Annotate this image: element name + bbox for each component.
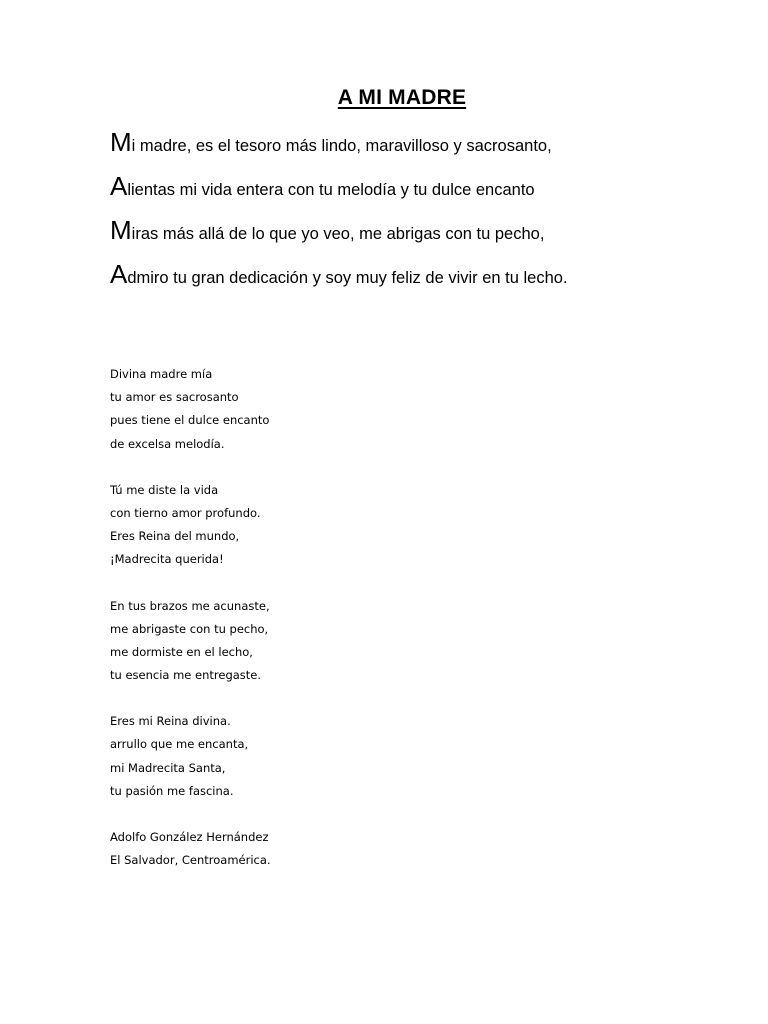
verse-line: Divina madre mía: [110, 367, 213, 381]
acrostic-line: [110, 208, 750, 252]
acrostic-text: dmiro tu gran dedicación y soy muy feliz de vivir en tu lecho.: [127, 269, 568, 287]
verse-line: tu amor es sacrosanto: [110, 390, 239, 405]
verse-line: tu pasión me fascina.: [110, 783, 234, 798]
verse-line: de excelsa melodía.: [110, 436, 225, 451]
acrostic-text: i madre, es el tesoro más lindo, maravilloso y sacrosanto,: [131, 137, 552, 155]
acrostic-text: iras más allá de lo que yo veo, me abrigas con tu pecho,: [131, 225, 545, 243]
poem-body: [110, 363, 510, 872]
acrostic-initial: A: [110, 259, 128, 289]
verse-line: me abrigaste con tu pecho,: [110, 621, 269, 636]
acrostic-line: [110, 120, 750, 164]
verse-line: tu esencia me entregaste.: [110, 668, 262, 683]
verse-line: Eres mi Reina divina.: [110, 714, 231, 729]
author-name: Adolfo González Hernández: [110, 830, 269, 844]
poem-title: A MI MADRE: [337, 86, 467, 109]
verse-line: Tú me diste la vida: [110, 482, 219, 497]
verse-line: arrullo que me encanta,: [110, 737, 249, 752]
stanza-3: [110, 595, 510, 688]
verse-line: pues tiene el dulce encanto: [110, 413, 270, 428]
stanza-4: [110, 710, 510, 803]
acrostic-initial: M: [110, 215, 132, 245]
acrostic-line: [110, 252, 750, 296]
verse-line: me dormiste en el lecho,: [110, 644, 253, 659]
verse-line: ¡Madrecita querida!: [110, 552, 224, 567]
acrostic-initial: A: [110, 171, 128, 201]
verse-line: Eres Reina del mundo,: [110, 529, 240, 544]
acrostic-text: lientas mi vida entera con tu melodía y tu dulce encanto: [127, 181, 535, 199]
acrostic-initial: M: [110, 127, 132, 157]
acrostic-line: [110, 164, 750, 208]
stanza-2: [110, 479, 510, 572]
verse-line: mi Madrecita Santa,: [110, 760, 226, 775]
verse-line: En tus brazos me acunaste,: [110, 598, 270, 613]
stanza-1: [110, 363, 510, 456]
signature: [110, 826, 510, 872]
author-place: El Salvador, Centroamérica.: [110, 853, 271, 868]
verse-line: con tierno amor profundo.: [110, 505, 261, 520]
acrostic-verses: [110, 120, 750, 296]
